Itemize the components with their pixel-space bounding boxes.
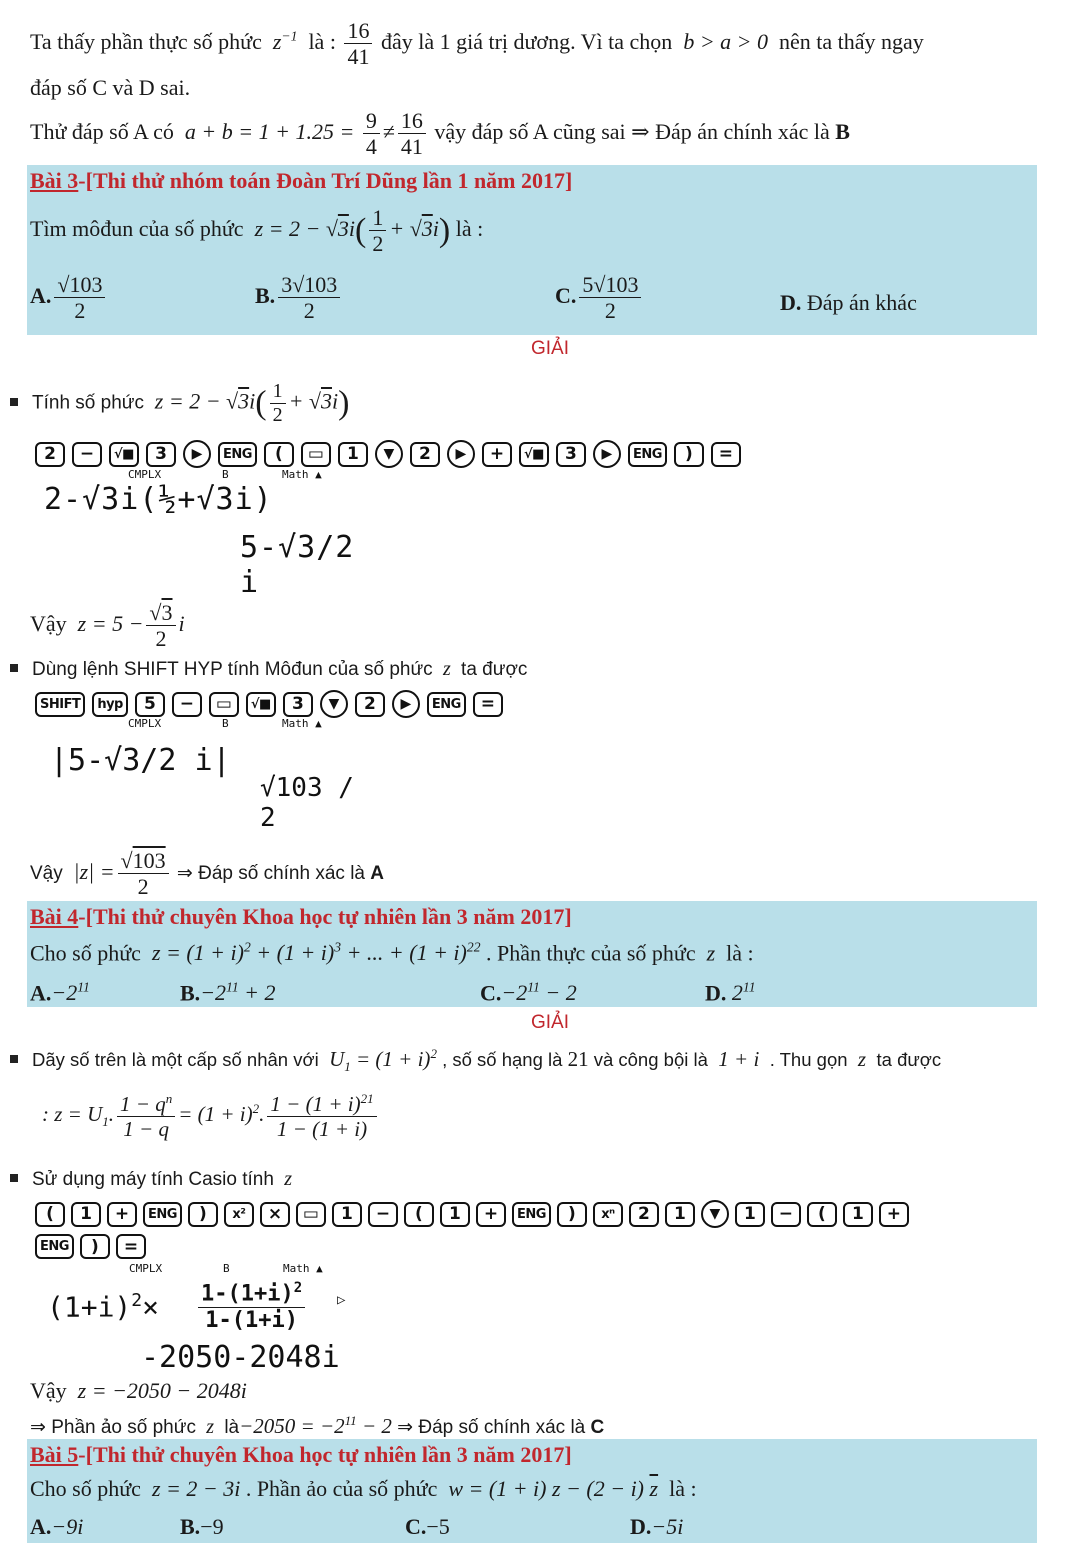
- bai5-option-a: A.−9i: [30, 1514, 84, 1539]
- key-close-paren: ): [674, 442, 704, 467]
- bullet-icon: [10, 1174, 18, 1182]
- intro-line-3: Thử đáp số A có a + b = 1 + 1.25 = $\frac{9}{4}$ ≠ $\frac{16}{41}$ vậy đáp số A cũng sai ⇒ Đáp án chính xác là B: [30, 108, 850, 160]
- bai5-question: Cho số phức z = 2 − 3i . Phần ảo của số phức w = (1 + i) z − (2 − i) $\overline{z}$ là :: [30, 1476, 697, 1501]
- key-down-arrow: ▼: [375, 440, 403, 468]
- bai5-title: Bài 5-[Thi thử chuyên Khoa học tự nhiên lần 3 năm 2017]: [30, 1442, 572, 1467]
- bai4-question: Cho số phức $z = (1 + i)^2 + (1 + i)^3$ + ... + $(1 + i)^{22}$ . Phần thực của số phức z là :: [30, 940, 754, 966]
- key-1: 1: [332, 1202, 362, 1227]
- key-plus: +: [879, 1202, 909, 1227]
- bullet-icon: [10, 1055, 18, 1063]
- key-open-paren: (: [404, 1202, 434, 1227]
- key-right-arrow: ▶: [447, 440, 475, 468]
- key-right-arrow: ▶: [392, 690, 420, 718]
- bai3-giai-heading: GIẢI: [531, 338, 570, 359]
- key-5: 5: [135, 692, 165, 717]
- key-square: x²: [224, 1202, 254, 1227]
- key-sqrt: √■: [519, 442, 549, 467]
- key-equals: =: [473, 692, 503, 717]
- key-equals: =: [116, 1234, 146, 1259]
- fraction-16-41: $\frac{16}{41}$: [344, 18, 372, 70]
- bai3-step-2: Dùng lệnh SHIFT HYP tính Môđun của số phức z ta được: [10, 658, 527, 681]
- bai4-formula: : $z = U_1$. $\frac{1 - q^n}{1 - q}$ = $(1 + i)^2$. $\frac{1 - (1 + i)^{21}}{1 - (1 + i)}$: [42, 1092, 380, 1141]
- bullet-icon: [10, 664, 18, 672]
- key-plus: +: [482, 442, 512, 467]
- key-1: 1: [665, 1202, 695, 1227]
- key-1: 1: [440, 1202, 470, 1227]
- key-2: 2: [629, 1202, 659, 1227]
- key-1: 1: [735, 1202, 765, 1227]
- bai3-option-b: B. $\frac{3√103}{2}$: [255, 272, 343, 324]
- key-open-paren: (: [264, 442, 294, 467]
- key-eng: ENG: [427, 692, 466, 717]
- bai3-option-d: D. Đáp án khác: [780, 290, 917, 315]
- key-down-arrow: ▼: [701, 1200, 729, 1228]
- bai4-keys-row-2: [35, 1234, 146, 1259]
- key-power: xⁿ: [593, 1202, 623, 1227]
- bai4-option-b: $B.-2^{11} + 2$: [180, 980, 276, 1006]
- key-minus: −: [368, 1202, 398, 1227]
- key-open-paren: (: [807, 1202, 837, 1227]
- bai4-lcd: CMPLX B Math ▲ $(1+i)^2\times$ $\frac{1-(1+i)^2}{1-(1+i)}$ ▷ -2050-2048i: [47, 1262, 346, 1375]
- key-2: 2: [410, 442, 440, 467]
- bai4-option-a: $A.-2^{11}$: [30, 980, 90, 1006]
- bai3-option-a: A. $\frac{√103}{2}$: [30, 272, 108, 324]
- bai3-keys-2: [35, 690, 503, 718]
- bai4-step-1: Dãy số trên là một cấp số nhân với $U_1 = (1 + i)^2$ , số số hạng là 21 và công bội là 1 + i . Thu gọn z ta được: [10, 1046, 941, 1075]
- bai3-keys-1: [35, 440, 741, 468]
- key-equals: =: [711, 442, 741, 467]
- bai4-keys-row-1: [35, 1200, 909, 1228]
- key-right-arrow: ▶: [183, 440, 211, 468]
- math-z-inverse: $z^{-1}$: [267, 28, 298, 54]
- key-3: 3: [556, 442, 586, 467]
- key-close-paren: ): [80, 1234, 110, 1259]
- bai3-lcd-1: CMPLX B Math ▲ 2-√3i(½+√3i) 5-√3/2 i: [44, 468, 355, 600]
- key-open-paren: (: [35, 1202, 65, 1227]
- key-sqrt: √■: [246, 692, 276, 717]
- bai4-conclusion: ⇒ Phần ảo số phức z là−2050 = $-2^{11} - 2$ ⇒ Đáp số chính xác là C: [30, 1413, 605, 1438]
- key-fraction: ▭: [301, 442, 331, 467]
- key-hyp: hyp: [92, 692, 128, 717]
- key-close-paren: ): [188, 1202, 218, 1227]
- key-right-arrow: ▶: [593, 440, 621, 468]
- key-1: 1: [843, 1202, 873, 1227]
- key-eng: ENG: [35, 1234, 74, 1259]
- bai4-title: Bài 4-[Thi thử chuyên Khoa học tự nhiên lần 3 năm 2017]: [30, 904, 572, 929]
- key-3: 3: [283, 692, 313, 717]
- intro-line-2: đáp số C và D sai.: [30, 75, 191, 100]
- bai3-lcd-2: CMPLX B Math ▲ |5-√3/2 i| √103 / 2: [50, 717, 354, 833]
- key-plus: +: [107, 1202, 137, 1227]
- intro-line-1: Ta thấy phần thực số phức $z^{-1}$ là : $\frac{16}{41}$ đây là 1 giá trị dương. Vì ta chọn b > a > 0 nên ta thấy ngay: [30, 18, 924, 70]
- key-2: 2: [355, 692, 385, 717]
- bai4-step-2: Sử dụng máy tính Casio tính z: [10, 1168, 292, 1191]
- key-fraction: ▭: [209, 692, 239, 717]
- bai3-step-1: Tính số phức z = 2 − √3i( $\frac{1}{2}$ + √3i): [10, 380, 349, 427]
- bai3-question: Tìm môđun của số phức z = 2 − √3i( $\frac{1}{2}$ + √3i) là :: [30, 205, 484, 257]
- bai5-option-b: B.−9: [180, 1514, 224, 1539]
- key-fraction: ▭: [296, 1202, 326, 1227]
- key-1: 1: [71, 1202, 101, 1227]
- bai4-giai-heading: GIẢI: [531, 1012, 570, 1033]
- key-close-paren: ): [557, 1202, 587, 1227]
- key-down-arrow: ▼: [320, 690, 348, 718]
- bullet-icon: [10, 398, 18, 406]
- key-eng: ENG: [143, 1202, 182, 1227]
- key-eng: ENG: [628, 442, 667, 467]
- key-shift: SHIFT: [35, 692, 85, 717]
- bai4-result: Vậy z = −2050 − 2048i: [30, 1378, 247, 1403]
- bai3-option-c: C. $\frac{5√103}{2}$: [555, 272, 644, 324]
- bai3-result-2: Vậy |z| = $\frac{√103}{2}$ ⇒ Đáp số chính xác là A: [30, 848, 384, 900]
- key-sqrt: √■: [109, 442, 139, 467]
- key-1: 1: [338, 442, 368, 467]
- key-plus: +: [476, 1202, 506, 1227]
- key-minus: −: [771, 1202, 801, 1227]
- bai3-title: Bài 3-[Thi thử nhóm toán Đoàn Trí Dũng lần 1 năm 2017]: [30, 168, 573, 193]
- key-eng: ENG: [218, 442, 257, 467]
- key-multiply: ×: [260, 1202, 290, 1227]
- key-minus: −: [172, 692, 202, 717]
- bai5-option-c: C.−5: [405, 1514, 450, 1539]
- key-2: 2: [35, 442, 65, 467]
- bai5-option-d: D.−5i: [630, 1514, 684, 1539]
- key-eng: ENG: [512, 1202, 551, 1227]
- bai4-option-d: D. $2^{11}$: [705, 980, 756, 1006]
- bai4-option-c: $C.-2^{11} - 2$: [480, 980, 577, 1006]
- key-3: 3: [146, 442, 176, 467]
- bai3-result-1: Vậy z = 5 − $\frac{√3}{2}$ i: [30, 600, 185, 652]
- key-minus: −: [72, 442, 102, 467]
